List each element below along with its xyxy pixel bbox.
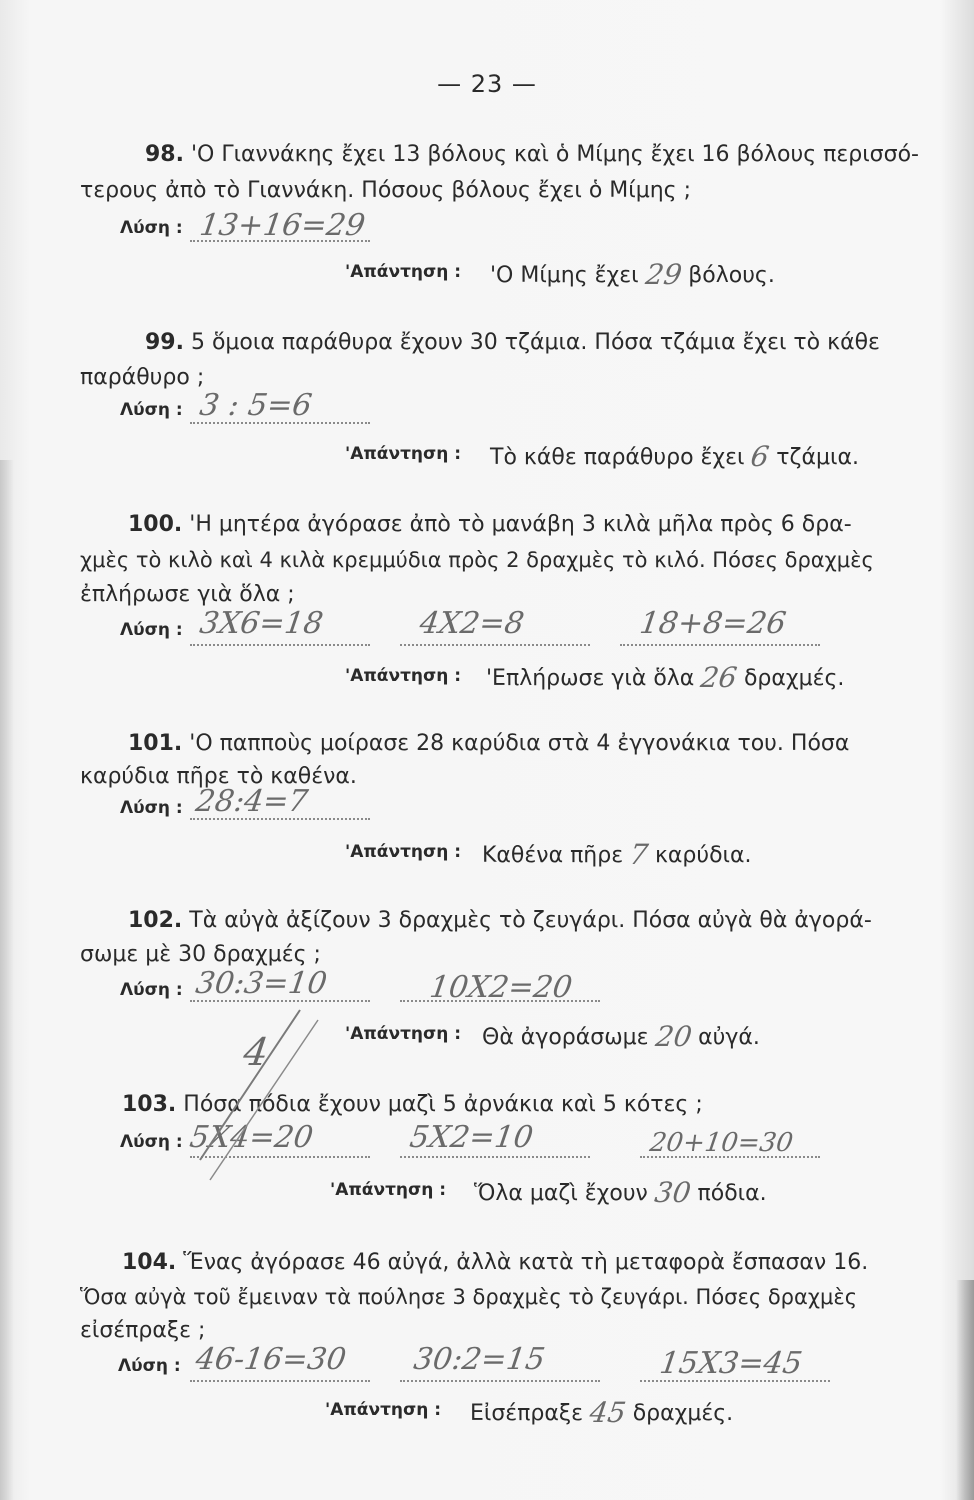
solution-label: Λύση : bbox=[120, 218, 183, 238]
problem-text: 5 ὅμοια παράθυρα ἔχουν 30 τζάμια. Πόσα τζάμια ἔχει τὸ κάθε bbox=[190, 330, 880, 355]
answer-text: Θὰ ἀγοράσωμε 20 αὐγά. bbox=[482, 1020, 760, 1053]
problem-text: Τὰ αὐγὰ ἀξίζουν 3 δραχμὲς τὸ ζευγάρι. Πόσα αὐγὰ θὰ ἀγορά- bbox=[189, 908, 872, 933]
solution-label: Λύση : bbox=[120, 980, 183, 1000]
solution-label: Λύση : bbox=[120, 620, 183, 640]
problem-99-line-2: παράθυρο ; bbox=[80, 365, 205, 390]
answer-text: Τὸ κάθε παράθυρο ἔχει 6 τζάμια. bbox=[490, 440, 859, 473]
answer-label: 'Απάντηση : bbox=[345, 1024, 462, 1044]
answer-text: Ὅλα μαζὶ ἔχουν 30 πόδια. bbox=[474, 1176, 767, 1209]
pencil-stroke-diagonal bbox=[200, 1010, 300, 1160]
problem-number: 99. bbox=[145, 330, 184, 355]
answer-text: Καθένα πῆρε 7 καρύδια. bbox=[482, 838, 752, 871]
problem-100-line-2: χμὲς τὸ κιλὸ καὶ 4 κιλὰ κρεμμύδια πρὸς 2 δραχμὲς τὸ κιλό. Πόσες δραχμὲς bbox=[80, 548, 874, 572]
problem-number: 101. bbox=[128, 731, 183, 756]
problem-number: 98. bbox=[145, 142, 184, 167]
handwritten-answer: 30 bbox=[652, 1176, 693, 1209]
answer-text: 'Επλήρωσε γιὰ ὅλα 26 δραχμές. bbox=[486, 661, 845, 694]
handwritten-solution: 13+16=29 bbox=[197, 208, 368, 243]
handwritten-solution: 5X4=20 bbox=[187, 1120, 316, 1155]
problem-101-line-2: καρύδια πῆρε τὸ καθένα. bbox=[80, 764, 357, 789]
problem-text: 'Η μητέρα ἀγόρασε ἀπὸ τὸ μανάβη 3 κιλὰ μῆλα πρὸς 6 δρα- bbox=[189, 512, 852, 537]
handwritten-answer: 26 bbox=[698, 661, 740, 694]
answer-label: 'Απάντηση : bbox=[325, 1400, 442, 1420]
handwritten-answer: 45 bbox=[587, 1396, 629, 1429]
answer-text: Εἰσέπραξε 45 δραχμές. bbox=[470, 1396, 734, 1429]
handwritten-answer: 6 bbox=[749, 440, 772, 473]
pencil-stroke-diagonal bbox=[210, 1020, 318, 1180]
handwritten-solution: 3 : 5=6 bbox=[197, 388, 315, 423]
solution-label: Λύση : bbox=[120, 400, 183, 420]
answer-label: 'Απάντηση : bbox=[345, 842, 462, 862]
handwritten-answer: 29 bbox=[643, 258, 684, 291]
handwritten-solution: 28:4=7 bbox=[193, 784, 311, 819]
handwritten-solution: 5X2=10 bbox=[407, 1120, 536, 1155]
handwritten-answer: 20 bbox=[653, 1020, 694, 1053]
handwritten-solution: 15X3=45 bbox=[657, 1346, 805, 1381]
answer-label: 'Απάντηση : bbox=[345, 666, 462, 686]
problem-number: 102. bbox=[128, 908, 183, 933]
problem-text: 'Ο παπποὺς μοίρασε 28 καρύδια στὰ 4 ἐγγονάκια του. Πόσα bbox=[189, 731, 850, 756]
handwritten-solution: 18+8=26 bbox=[637, 606, 789, 641]
problem-number: 100. bbox=[128, 512, 183, 537]
problem-number: 103. bbox=[122, 1092, 177, 1117]
problem-104-line-2: Ὅσα αὐγὰ τοῦ ἔμειναν τὰ πούλησε 3 δραχμὲς τὸ ζευγάρι. Πόσες δραχμὲς bbox=[80, 1285, 858, 1309]
problem-102-line-2: σωμε μὲ 30 δραχμές ; bbox=[80, 942, 321, 967]
problem-98-line-2: τερους ἀπὸ τὸ Γιαννάκη. Πόσους βόλους ἔχει ὁ Μίμης ; bbox=[80, 178, 691, 203]
handwritten-solution: 30:3=10 bbox=[193, 966, 330, 1001]
handwritten-solution: 4X2=8 bbox=[417, 606, 527, 641]
solution-label: Λύση : bbox=[120, 798, 183, 818]
handwritten-solution: 30:2=15 bbox=[411, 1342, 548, 1377]
problem-104-line-3: εἰσέπραξε ; bbox=[80, 1318, 206, 1343]
handwritten-margin-note: 4 bbox=[240, 1030, 272, 1074]
handwritten-solution: 10X2=20 bbox=[427, 970, 575, 1005]
problem-text: 'Ο Γιαννάκης ἔχει 13 βόλους καὶ ὁ Μίμης ἔχει 16 βόλους περισσό- bbox=[190, 142, 919, 167]
handwritten-solution: 3X6=18 bbox=[197, 606, 326, 641]
problem-100-line-3: ἐπλήρωσε γιὰ ὅλα ; bbox=[80, 582, 295, 607]
problem-text: Πόσα πόδια ἔχουν μαζὶ 5 ἀρνάκια καὶ 5 κότες ; bbox=[183, 1092, 703, 1117]
page-number: — 23 — bbox=[437, 70, 537, 98]
solution-label: Λύση : bbox=[118, 1356, 181, 1376]
solution-label: Λύση : bbox=[120, 1132, 183, 1152]
problem-text: Ἕνας ἀγόρασε 46 αὐγά, ἀλλὰ κατὰ τὴ μεταφορὰ ἔσπασαν 16. bbox=[183, 1250, 869, 1275]
handwritten-answer: 7 bbox=[627, 838, 651, 871]
handwritten-solution: 20+10=30 bbox=[647, 1128, 795, 1158]
answer-label: 'Απάντηση : bbox=[330, 1180, 447, 1200]
answer-label: 'Απάντηση : bbox=[345, 262, 462, 282]
handwritten-solution: 46-16=30 bbox=[193, 1342, 349, 1377]
answer-label: 'Απάντηση : bbox=[345, 444, 462, 464]
problem-number: 104. bbox=[122, 1250, 177, 1275]
answer-text: 'Ο Μίμης ἔχει 29 βόλους. bbox=[490, 258, 775, 291]
